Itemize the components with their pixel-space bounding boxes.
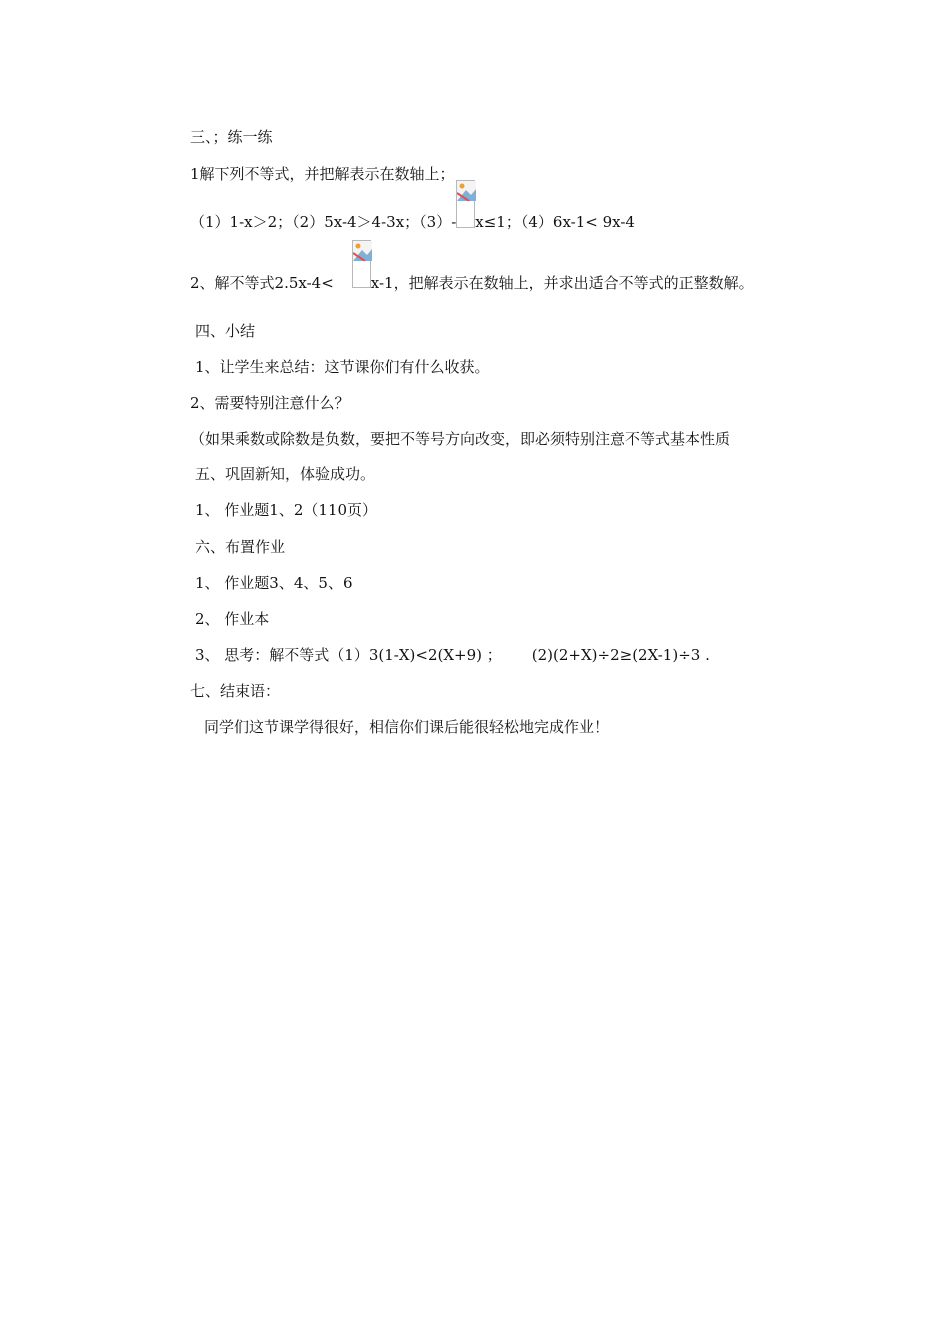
homework-item-3-part-b: (2)(2+X)÷2≥(2X-1)÷3 . [531, 646, 710, 664]
summary-item-1 [195, 357, 490, 377]
summary-item-2-text: 2、需要特别注意什么？ [190, 394, 350, 412]
section-heading-closing [190, 681, 280, 701]
summary-note [190, 429, 730, 449]
exercise-1-instruction [190, 164, 455, 184]
homework-item-1 [195, 573, 353, 593]
closing-remark [204, 717, 609, 737]
section-heading-consolidate-text: 五、巩固新知，体验成功。 [195, 465, 376, 483]
section-heading-homework [195, 537, 285, 557]
consolidate-item-1 [195, 500, 377, 520]
homework-item-1-text: 1、 作业题3、4、5、6 [195, 574, 353, 592]
homework-item-2 [195, 609, 269, 629]
closing-remark-text: 同学们这节课学得很好，相信你们课后能很轻松地完成作业！ [204, 718, 610, 736]
consolidate-item-1-text: 1、 作业题1、2（110页） [195, 501, 378, 519]
problems-part-a: （1）1-x＞2；（2）5x-4＞4-3x；（3）- [190, 213, 457, 231]
exercise-1-problems [190, 212, 635, 232]
broken-image-icon [352, 240, 371, 288]
section-heading-summary [195, 321, 255, 341]
section-heading-summary-text: 四、小结 [195, 322, 256, 340]
section-heading-closing-text: 七、结束语： [190, 682, 281, 700]
homework-item-2-text: 2、 作业本 [195, 610, 270, 628]
summary-item-1-text: 1、让学生来总结：这节课你们有什么收获。 [195, 358, 490, 376]
homework-item-3 [195, 645, 710, 665]
section-heading-practice [190, 127, 273, 147]
exercise-2-part-b: x-1，把解表示在数轴上，并求出适合不等式的正整数解。 [370, 274, 754, 292]
summary-item-2 [190, 393, 350, 413]
exercise-2-part-a: 2、解不等式2.5x-4< [190, 274, 334, 292]
broken-image-icon [456, 180, 475, 228]
problems-part-b: x≤1；（4）6x-1< 9x-4 [475, 213, 635, 231]
homework-item-3-part-a: 3、 思考：解不等式（1）3(1-X)<2(X+9) ； [195, 646, 502, 664]
section-heading-practice-text: 三、；练一练 [190, 128, 273, 146]
exercise-2 [190, 273, 754, 293]
summary-note-text: （如果乘数或除数是负数，要把不等号方向改变，即必须特别注意不等式基本性质 [190, 430, 731, 448]
section-heading-consolidate [195, 464, 375, 484]
section-heading-homework-text: 六、布置作业 [195, 538, 286, 556]
exercise-1-instruction-text: 1解下列不等式，并把解表示在数轴上； [190, 165, 455, 183]
